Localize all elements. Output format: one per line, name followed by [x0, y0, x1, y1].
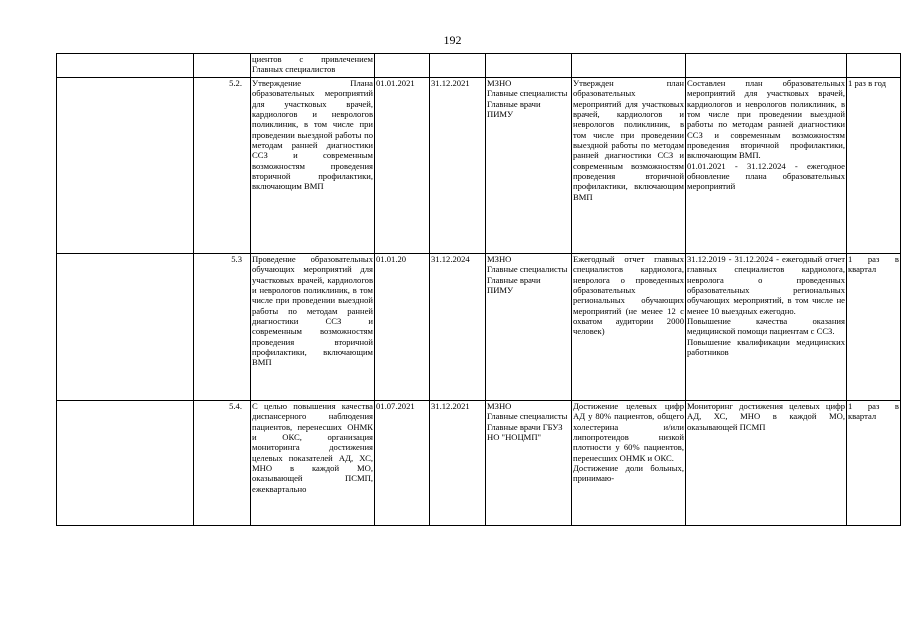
end-date-cell: 31.12.2024 [430, 254, 486, 401]
table-row [57, 401, 901, 526]
indicator-cell: Мониторинг достижения целевых цифр АД, ХС, МНО в каждой МО, оказывающей ПСМП [686, 401, 847, 526]
frequency-cell: 1 раз в квартал [847, 254, 901, 401]
result-cell [572, 54, 686, 78]
end-date-cell: 31.12.2021 [430, 78, 486, 254]
page-number: 192 [443, 33, 462, 47]
table-row [57, 254, 901, 401]
row-number: 5.4. [194, 401, 251, 526]
indicator-cell: 31.12.2019 - 31.12.2024 - ежегодный отчет главных специалистов кардиолога, невролога о проведенных образовательных региональных обучающих мероприятий, в том числе не менее 10 выездных ежегодно. Повышение качества оказания медицинской помощи пациентам с ССЗ. Повышение квалификации медицинских работников [686, 254, 847, 401]
start-date-cell [375, 54, 430, 78]
result-cell: Утвержден план образовательных мероприятий для участковых врачей, кардиологов и неврологов поликлиник, в том числе при проведении выездной работы по методам ранней диагностики ССЗ и современным возможностям проведения вторичной профилактики, включающим ВМП [572, 78, 686, 254]
indicator-cell [686, 54, 847, 78]
empty-cell [57, 401, 194, 526]
empty-cell [57, 78, 194, 254]
frequency-cell [847, 54, 901, 78]
responsible-cell: МЗНО Главные специалисты Главные врачи ГБУЗ НО "НОЦМП" [486, 401, 572, 526]
start-date-cell: 01.01.2021 [375, 78, 430, 254]
responsible-cell: МЗНО Главные специалисты Главные врачи ПИМУ [486, 254, 572, 401]
activity-cell: С целью повышения качества диспансерного наблюдения пациентов, перенесших ОНМК и ОКС, организация мониторинга достижения целевых показателей АД, ХС, МНО в каждой МО, оказывающей ПСМП, ежеквартально [251, 401, 375, 526]
responsible-cell: МЗНО Главные специалисты Главные врачи ПИМУ [486, 78, 572, 254]
row-number: 5.2. [194, 78, 251, 254]
activity-cell: циентов с привлечением Главных специалистов [251, 54, 375, 78]
frequency-cell: 1 раз в год [847, 78, 901, 254]
row-number: 5.3 [194, 254, 251, 401]
activity-cell: Проведение образовательных обучающих мероприятий для участковых врачей, кардиологов и неврологов поликлиник, в том числе при проведении выездной работы по методам ранней диагностики ССЗ и современным возможностям проведения вторичной профилактики, включающим ВМП [251, 254, 375, 401]
empty-cell [57, 254, 194, 401]
result-cell: Достижение целевых цифр АД у 80% пациентов, общего холестерина и/или липопротеидов низкой плотности у 60% пациентов, перенесших ОНМК и ОКС. Достижение доли больных, принимаю- [572, 401, 686, 526]
activity-cell: Утверждение Плана образовательных мероприятий для участковых врачей, кардиологов и неврологов поликлиник, в том числе при проведении выездной работы по методам ранней диагностики ССЗ и современным возможностям проведения вторичной профилактики, включающим ВМП [251, 78, 375, 254]
responsible-cell [486, 54, 572, 78]
plan-table [56, 53, 901, 526]
table-row [57, 54, 901, 78]
empty-cell [57, 54, 194, 78]
row-number [194, 54, 251, 78]
end-date-cell: 31.12.2021 [430, 401, 486, 526]
start-date-cell: 01.07.2021 [375, 401, 430, 526]
start-date-cell: 01.01.20 [375, 254, 430, 401]
indicator-cell: Составлен план образовательных мероприятий для участковых врачей, кардиологов и неврологов поликлиник, в том числе при проведении выездной работы по методам ранней диагностики ССЗ и современным возможностям проведения вторичной профилактики, включающим ВМП. 01.01.2021 - 31.12.2024 - ежегодное обновление плана образовательных мероприятий [686, 78, 847, 254]
end-date-cell [430, 54, 486, 78]
table-row [57, 78, 901, 254]
result-cell: Ежегодный отчет главных специалистов кардиолога, невролога о проведенных образовательных региональных обучающих мероприятий (не менее 12 с охватом аудитории 2000 человек) [572, 254, 686, 401]
frequency-cell: 1 раз в квартал [847, 401, 901, 526]
